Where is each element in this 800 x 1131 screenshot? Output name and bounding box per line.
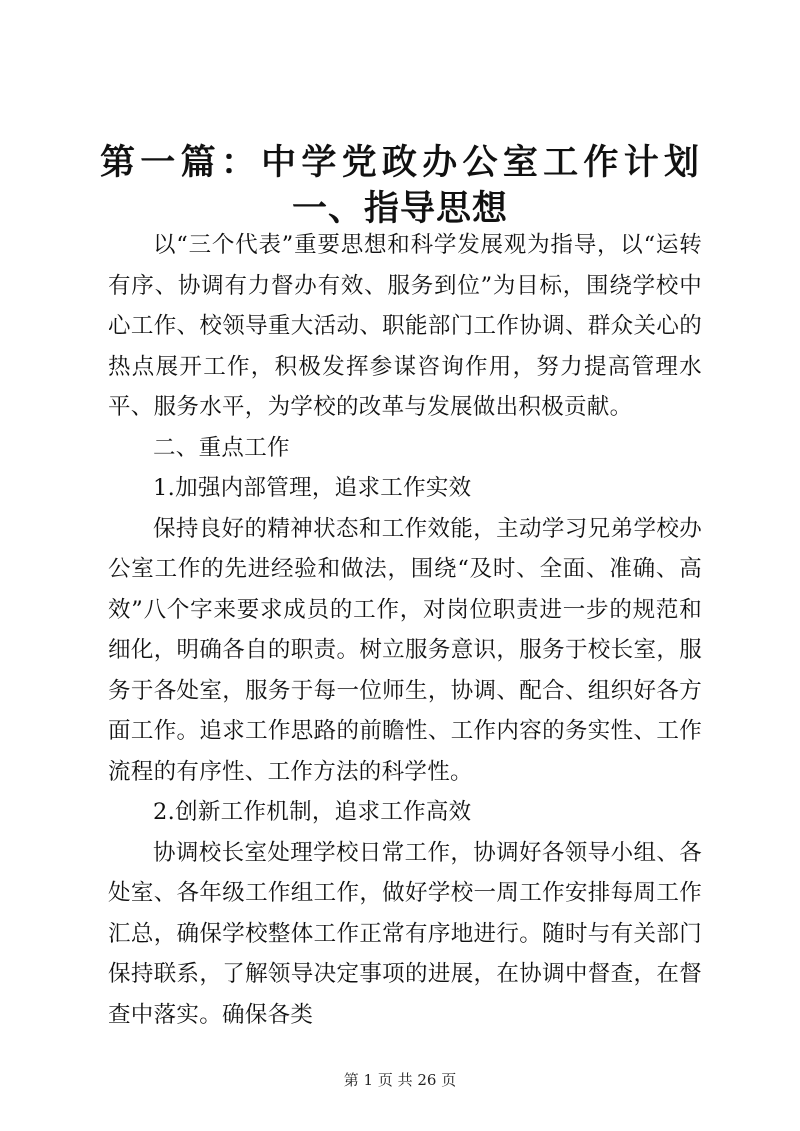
paragraph-internal-management: 保持良好的精神状态和工作效能，主动学习兄弟学校办公室工作的先进经验和做法，围绕“及时、全面、准确、高效”八个字来要求成员的工作，对岗位职责进一步的规范和细化，明确各自的职责。树立服务意识，服务于校长室，服务于各处室，服务于每一位师生，协调、配合、组织好各方面工作。追求工作思路的前瞻性、工作内容的务实性、工作流程的有序性、工作方法的科学性。 xyxy=(108,515,702,785)
section-heading-key-work: 二、重点工作 xyxy=(153,434,290,461)
paragraph-work-mechanism: 协调校长室处理学校日常工作，协调好各领导小组、各处室、各年级工作组工作，做好学校一周工作安排每周工作汇总，确保学校整体工作正常有序地进行。随时与有关部门保持联系，了解领导决定事项的进展，在协调中督查，在督查中落实。确保各类 xyxy=(108,839,702,1028)
document-body xyxy=(108,225,702,1035)
subheading-work-mechanism: 2.创新工作机制，追求工作高效 xyxy=(153,799,472,825)
document-title: 第一篇：中学党政办公室工作计划一、指导思想 xyxy=(100,142,700,229)
page-number-footer: 第 1 页 共 26 页 xyxy=(343,1071,457,1089)
paragraph-guiding-thought: 以“三个代表”重要思想和科学发展观为指导，以“运转有序、协调有力督办有效、服务到位”为目标，围绕学校中心工作、校领导重大活动、职能部门工作协调、群众关心的热点展开工作，积极发挥参谋咨询作用，努力提高管理水平、服务水平，为学校的改革与发展做出积极贡献。 xyxy=(108,232,702,420)
subheading-internal-management: 1.加强内部管理，追求工作实效 xyxy=(153,475,472,501)
